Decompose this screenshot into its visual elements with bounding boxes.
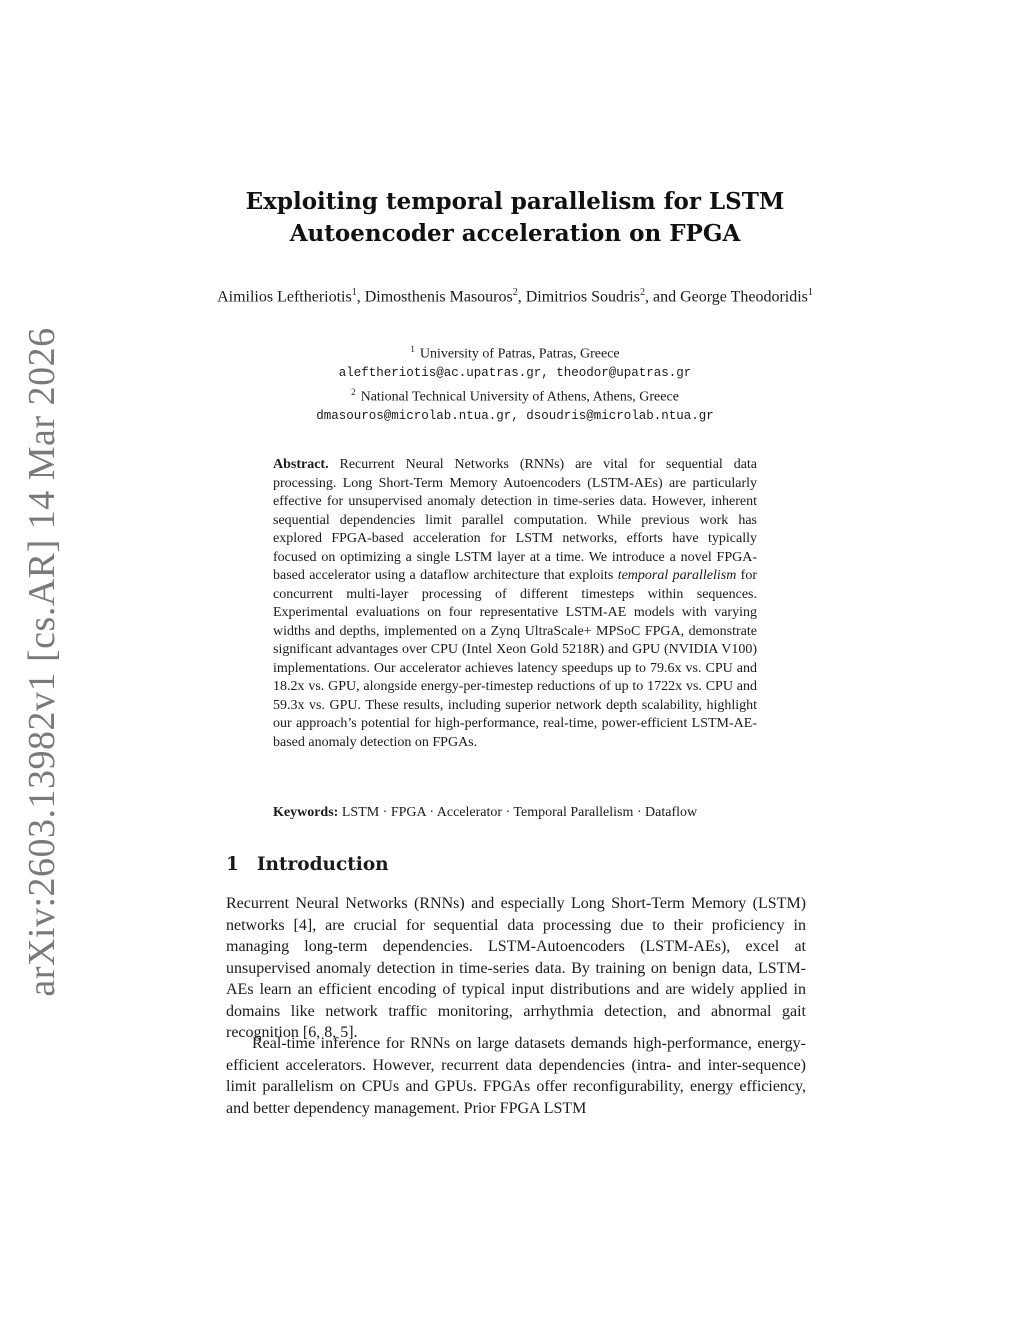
intro-paragraph-2: Real-time inference for RNNs on large datasets demands high-performance, energy-efficient accelerators. However, recurrent data dependencies (intra- and inter-sequence) limit parallelism on CPUs and GPUs. FPGAs offer reconfigurability, energy efficiency, and better dependency management. Prior FPGA LSTM [226,1035,806,1117]
title-line-2: Autoencoder acceleration on FPGA [289,220,741,247]
author-name: George Theodoridis [680,288,808,306]
arxiv-identifier-stamp: arXiv:2603.13982v1 [cs.AR] 14 Mar 2026 [21,327,63,997]
section-number: 1 [226,854,239,875]
affiliations [215,340,815,425]
abstract-label: Abstract. [273,457,329,472]
affiliation-number: 2 [351,386,356,397]
author-separator: , [517,288,526,306]
intro-paragraph-1: Recurrent Neural Networks (RNNs) and especially Long Short-Term Memory (LSTM) networks [4], are crucial for sequential data processing due to their proficiency in managing long-term dependencies. LSTM-Autoencoders (LSTM-AEs), excel at unsupervised anomaly detection in time-series data. By training on benign data, LSTM-AEs learn an efficient encoding of typical input distributions and are widely applied in domains like network traffic monitoring, arrhythmia detection, and abnormal gait recognition [6, 8, 5]. [226,895,806,1041]
keywords-text: LSTM · FPGA · Accelerator · Temporal Parallelism · Dataflow [341,805,698,820]
author-name: Dimosthenis Masouros [364,288,513,306]
section-heading-introduction [226,853,389,877]
affiliation-name: University of Patras, Patras, Greece [419,346,620,362]
affiliation-name: National Technical University of Athens, Athens, Greece [360,389,679,405]
affiliation-2 [215,383,815,407]
author-separator: , [356,288,365,306]
section-title: Introduction [256,854,389,875]
affiliation-2-emails: dmasouros@microlab.ntua.gr, dsoudris@microlab.ntua.gr [316,408,714,423]
author-list [215,283,815,307]
author-separator: , and [644,288,681,306]
author-name: Dimitrios Soudris [525,288,640,306]
abstract-text-part-1: Recurrent Neural Networks (RNNs) are vital for sequential data processing. Long Short-Term Memory Autoencoders (LSTM-AEs) are particularly effective for unsupervised anomaly detection in time-series data. However, inherent sequential dependencies limit parallel computation. While previous work has explored FPGA-based acceleration for LSTM networks, efforts have typically focused on optimizing a single LSTM layer at a time. We introduce a novel FPGA-based accelerator using a dataflow architecture that exploits [273,457,758,583]
author-name: Aimilios Leftheriotis [217,288,352,306]
abstract-text-part-2: for concurrent multi-layer processing of different timesteps within sequences. Experimental evaluations on four representative LSTM-AE models with varying widths and depths, implemented on a Zynq UltraScale+ MPSoC FPGA, demonstrate significant advantages over CPU (Intel Xeon Gold 5218R) and GPU (NVIDIA V100) implementations. Our accelerator achieves latency speedups up to 79.6x vs. CPU and 18.2x vs. GPU, alongside energy-per-timestep reductions of up to 1722x vs. CPU and 59.3x vs. GPU. These results, including superior network depth scalability, highlight our approach’s potential for high-performance, real-time, power-efficient LSTM-AE-based anomaly detection on FPGAs. [273,568,757,750]
author-affiliation-mark: 2 [512,287,518,298]
title-line-1: Exploiting temporal parallelism for LSTM [245,188,785,215]
affiliation-1 [215,340,815,364]
affiliation-1-emails: aleftheriotis@ac.upatras.gr, theodor@upatras.gr [338,366,692,381]
affiliation-number: 1 [410,344,415,354]
abstract [273,456,757,752]
paper-title [200,186,830,250]
keywords-label: Keywords: [273,805,339,820]
keywords [273,804,793,822]
author-affiliation-mark: 2 [639,287,645,298]
author-affiliation-mark: 1 [351,287,357,298]
author-affiliation-mark: 1 [807,287,813,298]
abstract-emphasis: temporal parallelism [617,568,737,583]
